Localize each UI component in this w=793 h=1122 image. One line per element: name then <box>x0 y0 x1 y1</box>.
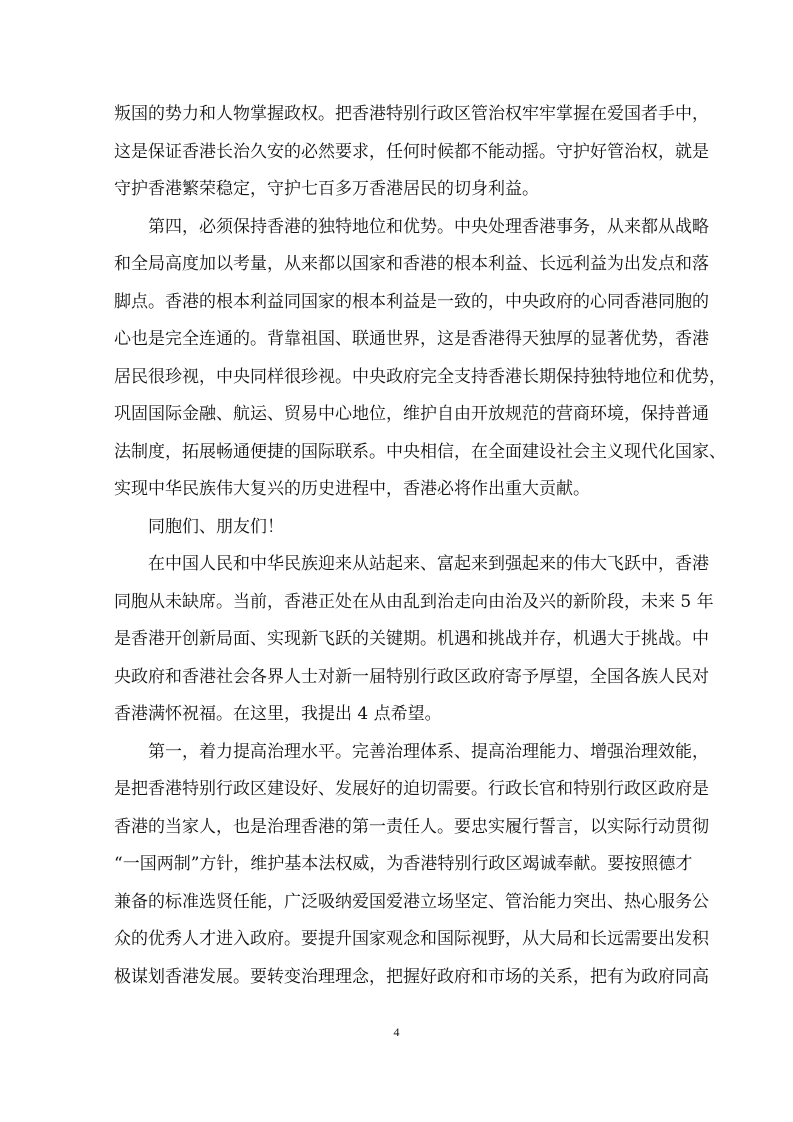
page-number: 4 <box>393 1025 400 1039</box>
text-line: 是把香港特别行政区建设好、发展好的迫切需要。行政长官和特别行政区政府是 <box>114 779 709 799</box>
paragraph-salutation <box>114 509 680 547</box>
page-body <box>114 96 726 996</box>
text-line: 兼备的标准选贤任能，广泛吸纳爱国爱港立场坚定、管治能力突出、热心服务公 <box>114 891 709 912</box>
text-line: 和全局高度加以考量，从来都以国家和香港的根本利益、长远利益为出发点和落 <box>114 254 709 274</box>
paragraph-continuation <box>114 96 709 209</box>
text-line: 香港的当家人，也是治理香港的第一责任人。要忠实履行誓言，以实际行动贯彻 <box>114 816 709 837</box>
text-line: 在中国人民和中华民族迎来从站起来、富起来到强起来的伟大飞跃中，香港 <box>148 554 709 574</box>
text-line: 同胞们、朋友们！ <box>148 516 284 537</box>
text-line: 脚点。香港的根本利益同国家的根本利益是一致的，中央政府的心同香港同胞的 <box>114 291 709 312</box>
text-line: 实现中华民族伟大复兴的历史进程中，香港必将作出重大贡献。 <box>114 479 590 499</box>
text-line: 是香港开创新局面、实现新飞跃的关键期。机遇和挑战并存，机遇大于挑战。中 <box>114 629 709 649</box>
text-line: 同胞从未缺席。当前，香港正处在从由乱到治走向由治及兴的新阶段，未来 5 年 <box>114 591 714 612</box>
text-line: 叛国的势力和人物掌握政权。把香港特别行政区管治权牢牢掌握在爱国者手中， <box>114 104 709 124</box>
text-line: “一国两制”方针，维护基本法权威，为香港特别行政区竭诚奉献。要按照德才 <box>114 854 693 874</box>
text-line: 巩固国际金融、航运、贸易中心地位，维护自由开放规范的营商环境，保持普通 <box>114 404 709 424</box>
text-line: 极谋划香港发展。要转变治理理念，把握好政府和市场的关系，把有为政府同高 <box>114 966 709 987</box>
text-line: 心也是完全连通的。背靠祖国、联通世界，这是香港得天独厚的显著优势，香港 <box>114 329 709 349</box>
text-line: 央政府和香港社会各界人士对新一届特别行政区政府寄予厚望，全国各族人民对 <box>114 666 709 687</box>
paragraph-fourth-point <box>114 209 726 509</box>
text-line: 众的优秀人才进入政府。要提升国家观念和国际视野，从大局和长远需要出发积 <box>114 929 709 949</box>
text-line: 这是保证香港长治久安的必然要求，任何时候都不能动摇。守护好管治权，就是 <box>114 141 709 162</box>
text-line: 第四，必须保持香港的独特地位和优势。中央处理香港事务，从来都从战略 <box>148 216 709 237</box>
text-line: 法制度，拓展畅通便捷的国际联系。中央相信，在全面建设社会主义现代化国家、 <box>114 441 726 462</box>
paragraph-hopes-intro <box>114 546 714 734</box>
text-line: 居民很珍视，中央同样很珍视。中央政府完全支持香港长期保持独特地位和优势， <box>114 366 726 387</box>
paragraph-first-hope <box>114 734 709 997</box>
text-line: 守护香港繁荣稳定，守护七百多万香港居民的切身利益。 <box>114 179 539 199</box>
text-line: 第一，着力提高治理水平。完善治理体系、提高治理能力、增强治理效能， <box>148 741 709 762</box>
text-line: 香港满怀祝福。在这里，我提出 4 点希望。 <box>114 704 442 724</box>
